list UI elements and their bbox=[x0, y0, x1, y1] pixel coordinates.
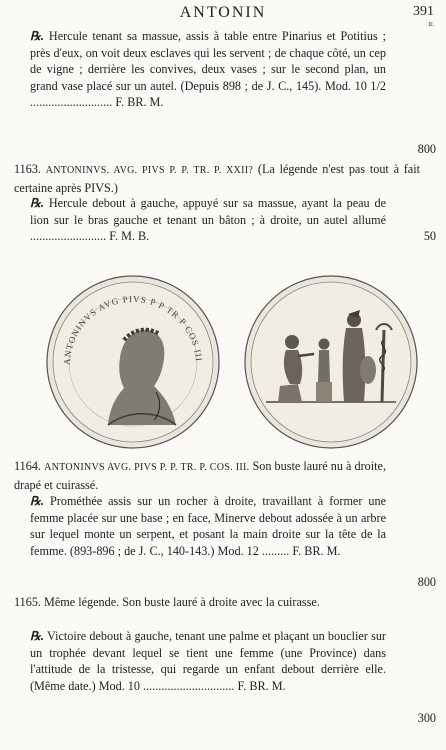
entry-text: Même légende. Son buste lauré à droite avec la cuirasse. bbox=[44, 595, 320, 609]
entry-number: 1163. bbox=[14, 162, 41, 176]
reverse-symbol-icon: ℞. bbox=[30, 29, 44, 43]
entry-price: 800 bbox=[417, 575, 436, 589]
entry-legend: ANTONINVS. AVG. PIVS P. P. TR. P. XXII? bbox=[45, 165, 254, 176]
coin-reverse-image bbox=[236, 270, 426, 450]
catalog-entry-reverse bbox=[30, 493, 386, 559]
reverse-symbol-icon: ℞. bbox=[30, 196, 44, 210]
page-number: 391 bbox=[413, 4, 434, 19]
catalog-entry-reverse bbox=[30, 28, 386, 111]
corner-mark: tr. bbox=[428, 20, 434, 28]
entry-price: 300 bbox=[417, 711, 436, 725]
reverse-symbol-icon: ℞. bbox=[30, 629, 44, 643]
entry-price: 50 bbox=[423, 229, 436, 243]
catalog-entry-obverse bbox=[14, 594, 386, 613]
catalog-entry-obverse bbox=[14, 458, 386, 493]
entry-text: Son buste lauré nu à droite, drapé et cuirassé. bbox=[14, 459, 387, 492]
page-title: ANTONIN bbox=[179, 4, 267, 21]
entry-legend: ANTONINVS AVG. PIVS P. P. TR. P. COS. III. bbox=[44, 462, 250, 473]
entry-text: Prométhée assis sur un rocher à droite, travaillant à former une femme placée sur une base ; en face, Minerve debout adossée à un arbre sur lequel monte un serpent, et posant la main droite sur la tête de la femme. (893-896 ; de J. C., 140-143.) Mod. 12 ......... F. BR. M. bbox=[30, 494, 387, 558]
svg-text:ANTONINVS AVG PIVS P P TR P CO: ANTONINVS AVG PIVS P P TR P COS III bbox=[61, 293, 204, 366]
coin-obverse-image bbox=[38, 270, 228, 450]
catalog-entry-obverse bbox=[14, 161, 420, 196]
entry-number: 1164. bbox=[14, 459, 41, 473]
entry-number: 1165. bbox=[14, 595, 41, 609]
entry-text: Hercule tenant sa massue, assis à table entre Pinarius et Potitius ; près d'eux, on voit deux esclaves qui les servent ; de chaque côté, un cep de vigne ; derrière les convives, deux vases ; sur le second plan, un grand vase placé sur un autel. (Depuis 898 ; de J. C., 145). Mod. 10 1/2 ........................... F. BR. M. bbox=[30, 29, 386, 109]
entry-text: Victoire debout à gauche, tenant une palme et plaçant un bouclier sur un trophée devant lequel se tient une femme (une Province) dans l'attitude de la tristesse, qui regarde un enfant debout derrière elle. (Même date.) Mod. 10 .............................. F. BR. M. bbox=[30, 629, 386, 693]
catalog-entry-reverse bbox=[30, 195, 386, 245]
entry-text: Hercule debout à gauche, appuyé sur sa massue, ayant la peau de lion sur le bras gauche et tenant un bâton ; à droite, un autel allumé ......................... F. M. B. bbox=[30, 196, 386, 243]
reverse-symbol-icon: ℞. bbox=[30, 494, 44, 508]
entry-price: 800 bbox=[417, 142, 436, 156]
entry-text: (La légende n'est pas tout à fait certaine après PIVS.) bbox=[14, 162, 420, 195]
catalog-entry-reverse bbox=[30, 628, 386, 694]
